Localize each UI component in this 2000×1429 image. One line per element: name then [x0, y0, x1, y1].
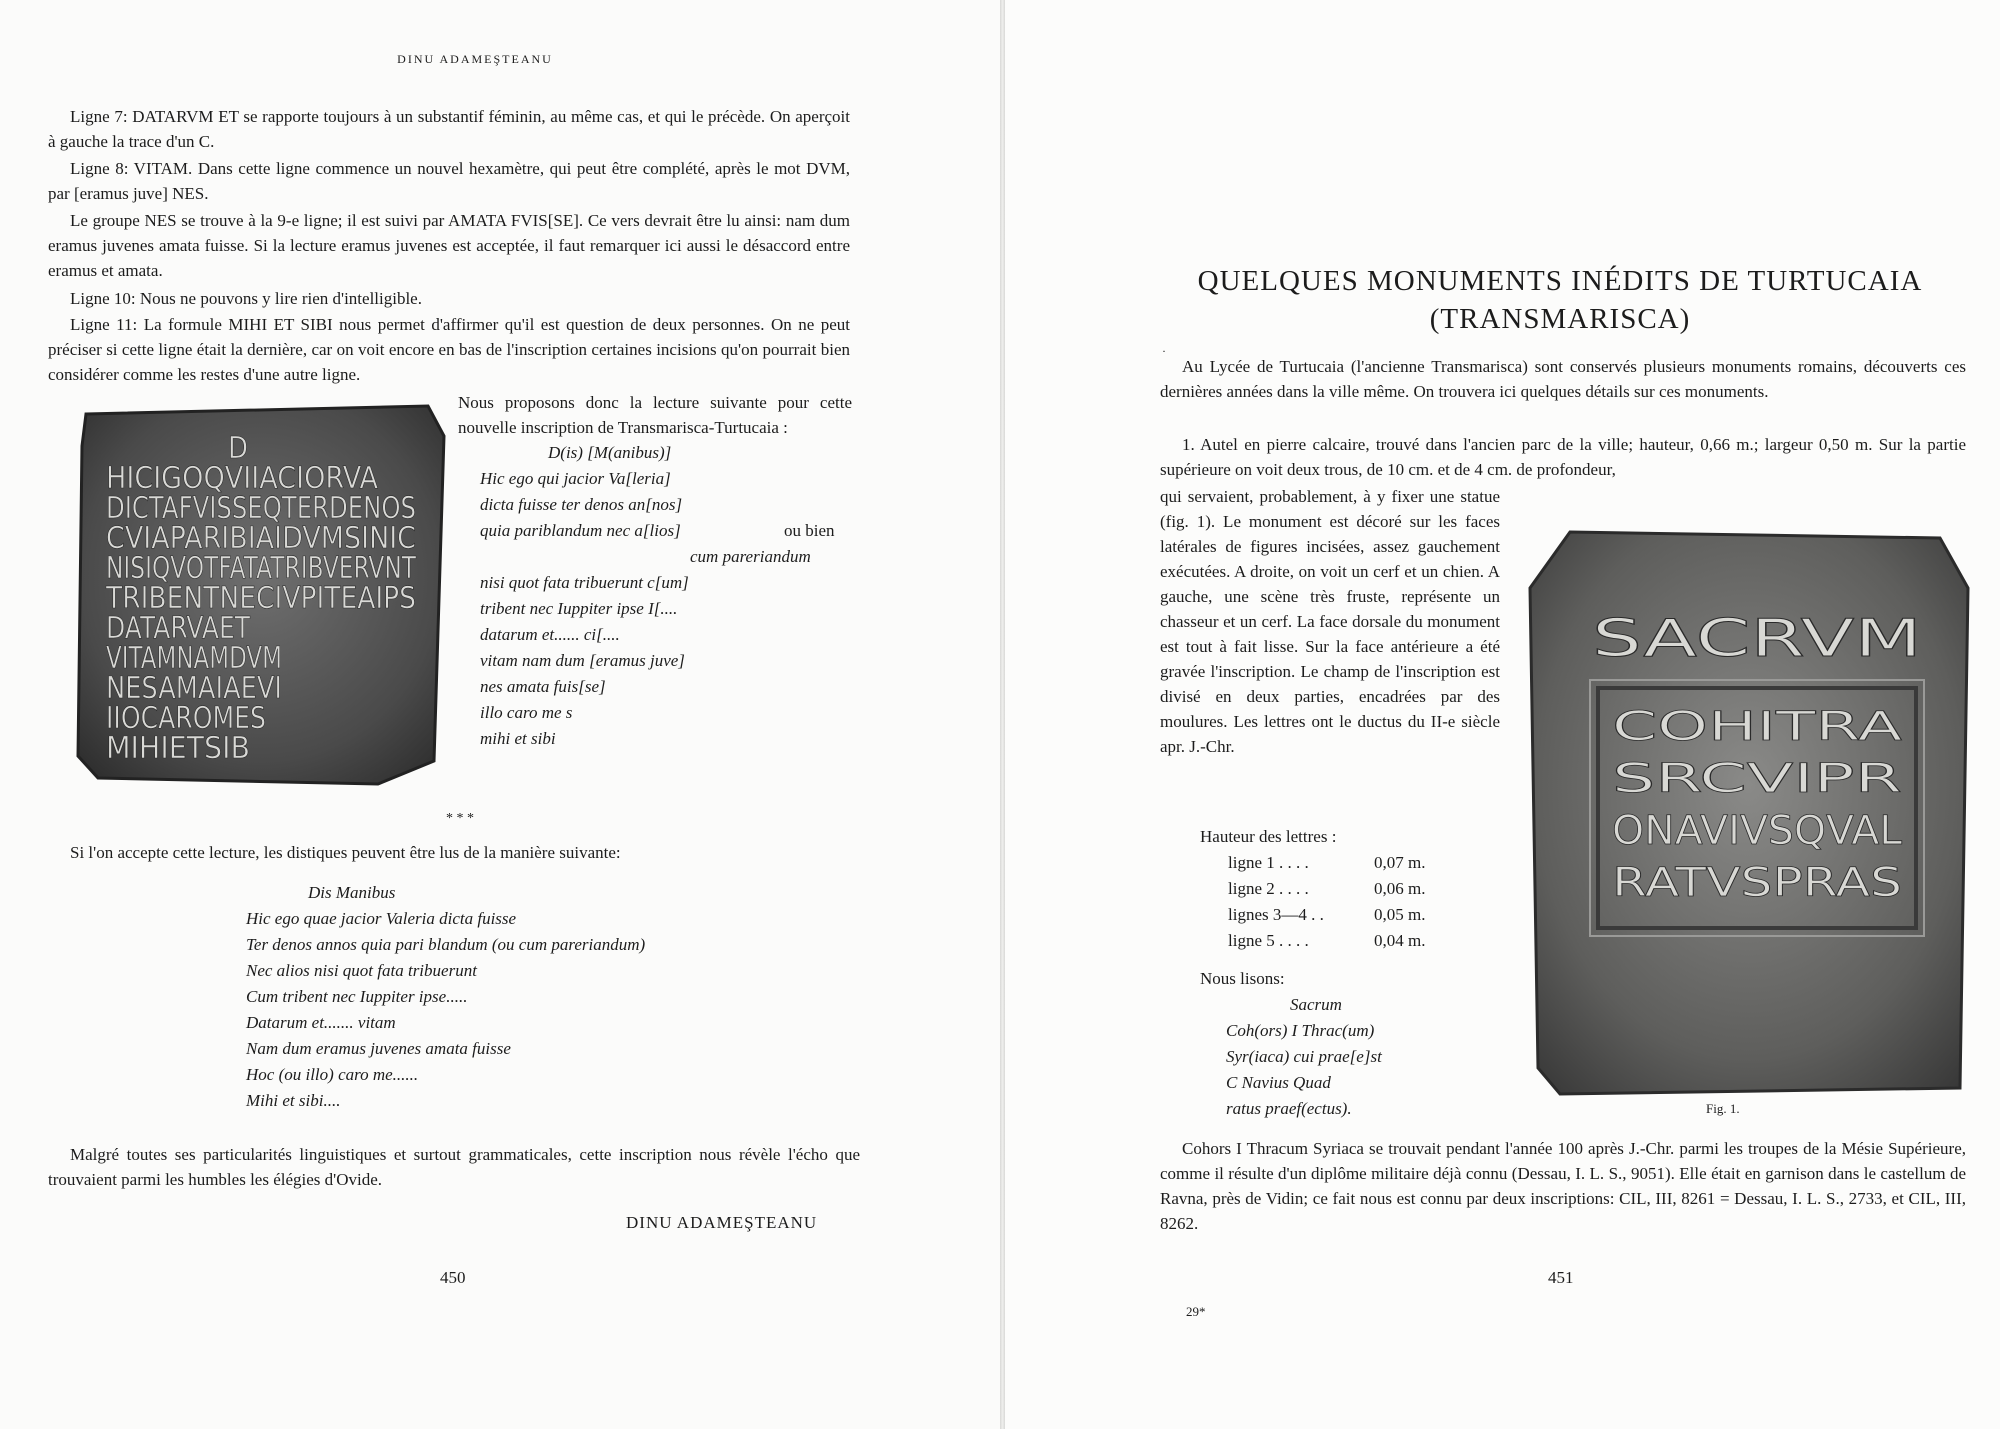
- distich-line: Datarum et....... vitam: [246, 1013, 396, 1032]
- stone-inscription-line: TRIBENTNECIVPITEAIPS: [105, 581, 417, 616]
- stone-inscription-line: RATVSPRAS: [1612, 860, 1902, 906]
- reading-line: vitam nam dum [eramus juve]: [480, 651, 685, 670]
- conclusion-paragraph: Malgré toutes ses particularités linguistiques et surtout grammaticales, cette inscription nous révèle l'écho que trouvaient parmi les humbles les élégies d'Ovide.: [48, 1145, 860, 1189]
- signature-mark: 29*: [1186, 1304, 1206, 1319]
- reading-line: Hic ego qui jacior Va[leria]: [480, 469, 671, 488]
- reading-line: datarum et...... ci[....: [480, 625, 620, 644]
- paragraph-ligne-10: Ligne 10: Nous ne pouvons y lire rien d'intelligible.: [70, 289, 422, 308]
- letter-height-value: 0,06 m.: [1374, 879, 1426, 898]
- stone-inscription-line: DATARVAET: [106, 611, 251, 646]
- reading-line: ratus praef(ectus).: [1226, 1099, 1352, 1118]
- running-head: DINU ADAMEŞTEANU: [397, 52, 553, 66]
- reading-line: C Navius Quad: [1226, 1073, 1331, 1092]
- reading-line: tribent nec Iuppiter ipse I[....: [480, 599, 678, 618]
- print-mark: ·: [1162, 344, 1166, 358]
- reading-line: D(is) [M(anibus)]: [548, 443, 672, 462]
- article-title: [1160, 262, 1960, 338]
- stone-inscription-line: VITAMNAMDVM: [106, 641, 282, 676]
- letter-height-label: lignes 3—4 . .: [1228, 905, 1324, 924]
- stone-inscription-line: IIOCAROMES: [106, 701, 266, 736]
- reading-line: mihi et sibi: [480, 729, 556, 748]
- distich-heading: Dis Manibus: [308, 883, 396, 902]
- distich-line: Hoc (ou illo) caro me......: [246, 1065, 419, 1084]
- reading-line: nisi quot fata tribuerunt c[um]: [480, 573, 689, 592]
- distich-line: Nec alios nisi quot fata tribuerunt: [246, 961, 477, 980]
- paragraph-ligne-8: Ligne 8: VITAM. Dans cette ligne commence un nouvel hexamètre, qui peut être complété, après le mot DVM, par [eramus juve] NES.: [48, 159, 850, 203]
- reading-ou-bien: ou bien: [784, 521, 835, 540]
- stone-inscription-top: SACRVM: [1592, 609, 1922, 669]
- reading-heading: Nous lisons:: [1200, 969, 1285, 988]
- reading-line: Syr(iaca) cui prae[e]st: [1226, 1047, 1382, 1066]
- paragraph-ligne-11: Ligne 11: La formule MIHI ET SIBI nous permet d'affirmer qu'il est question de deux personnes. On ne peut préciser si cette ligne était la dernière, car on voit encore en bas de l'inscription certaines incisions qu'on pourrait bien considérer comme les restes d'une autre ligne.: [48, 315, 850, 384]
- page-number-right: 451: [1548, 1268, 1574, 1287]
- letter-heights-heading: Hauteur des lettres :: [1200, 827, 1337, 846]
- page-number-left: 450: [440, 1268, 466, 1287]
- letter-height-value: 0,04 m.: [1374, 931, 1426, 950]
- stone-inscription-line: ONAVIVSQVAL: [1612, 808, 1903, 854]
- closing-paragraph-text: Cohors I Thracum Syriaca se trouvait pendant l'année 100 après J.-Chr. parmi les troupes de la Mésie Supérieure, comme il résulte d'un diplôme militaire déjà connu (Dessau, I. L. S., 9051). Elle était en garnison dans le castellum de Ravna, près de Vidin; ce fait nous est connu par deux inscriptions: CIL, III, 8261 = Dessau, I. L. S., 2733, et CIL, III, 8262.: [1160, 1139, 1966, 1233]
- stone-inscription-line: DICTAFVISSEQTERDENOS: [106, 491, 416, 526]
- reading-line: cum pareriandum: [690, 547, 811, 566]
- item-1-description-continued: qui servaient, probablement, à y fixer une statue (fig. 1). Le monument est décoré sur les faces latérales de figures incisées, assez gauchement exécutées. A droite, on voit un cerf et un chien. A gauche, une scène très fruste, représente un chasseur et un cerf. La face dorsale du monument est tout à fait lisse. Sur la face antérieure a été gravée l'inscription. Le champ de l'inscription est divisé en deux parties, encadrées par des moulures. Les lettres ont le ductus du II-e siècle apr. J.-Chr.: [1160, 487, 1500, 756]
- figure-caption: Fig. 1.: [1706, 1101, 1740, 1116]
- reading-line: dicta fuisse ter denos an[nos]: [480, 495, 683, 514]
- reading-line: Sacrum: [1290, 995, 1342, 1014]
- closing-paragraph: [1160, 1136, 1966, 1236]
- reading-line: illo caro me s: [480, 703, 573, 722]
- author-signature: DINU ADAMEŞTEANU: [626, 1213, 818, 1232]
- stone-photo-left: [78, 406, 444, 784]
- paragraph-nes: Le groupe NES se trouve à la 9-e ligne; il est suivi par AMATA FVIS[SE]. Ce vers devrait être lu ainsi: nam dum eramus juvenes amata fuisse. Si la lecture eramus juvenes est acceptée, il faut remarquer ici aussi le désaccord entre eramus et amata.: [48, 211, 850, 280]
- stone-inscription-line: NESAMAIAEVI: [106, 671, 282, 706]
- distich-line: Cum tribent nec Iuppiter ipse.....: [246, 987, 468, 1006]
- article-intro: Au Lycée de Turtucaia (l'ancienne Transmarisca) sont conservés plusieurs monuments romains, découverts ces dernières années dans la ville même. On trouvera ici quelques détails sur ces monuments.: [1160, 357, 1966, 401]
- article-title-line-2: (TRANSMARISCA): [1429, 303, 1691, 335]
- letter-height-label: ligne 2 . . . .: [1228, 879, 1309, 898]
- distich-intro: Si l'on accepte cette lecture, les distiques peuvent être lus de la manière suivante:: [70, 843, 621, 862]
- distich-line: Ter denos annos quia pari blandum (ou cum pareriandum): [246, 935, 646, 954]
- stone-inscription-line: SRCVIPR: [1612, 756, 1902, 802]
- stone-inscription-line: COHITRA: [1612, 704, 1904, 750]
- reading-line: quia pariblandum nec a[lios]: [480, 521, 681, 540]
- proposal-intro: Nous proposons donc la lecture suivante pour cette nouvelle inscription de Transmarisca-Turtucaia :: [458, 393, 852, 437]
- letter-height-value: 0,07 m.: [1374, 853, 1426, 872]
- letter-height-label: ligne 1 . . . .: [1228, 853, 1309, 872]
- reading-line: nes amata fuis[se]: [480, 677, 606, 696]
- section-separator: * * *: [446, 811, 474, 826]
- stone-inscription-line: CVIAPARIBIAIDVMSINIC: [106, 521, 416, 556]
- letter-height-value: 0,05 m.: [1374, 905, 1426, 924]
- distich-line: Mihi et sibi....: [246, 1091, 341, 1110]
- article-title-line-1: QUELQUES MONUMENTS INÉDITS DE TURTUCAIA: [1197, 265, 1923, 297]
- stone-inscription-line: D: [228, 431, 248, 466]
- letter-height-label: ligne 5 . . . .: [1228, 931, 1309, 950]
- distich-line: Hic ego quae jacior Valeria dicta fuisse: [246, 909, 517, 928]
- paragraph-ligne-7: Ligne 7: DATARVM ET se rapporte toujours à un substantif féminin, au même cas, et qui le précède. On aperçoit à gauche la trace d'un C.: [48, 107, 850, 151]
- reading-line: Coh(ors) I Thrac(um): [1226, 1021, 1375, 1040]
- stone-photo-right: [1530, 528, 1968, 1096]
- item-1-description: 1. Autel en pierre calcaire, trouvé dans l'ancien parc de la ville; hauteur, 0,66 m.; largeur 0,50 m. Sur la partie supérieure on voit deux trous, de 10 cm. et de 4 cm. de profondeur,: [1160, 435, 1966, 479]
- stone-inscription-line: NISIQVOTFATATRIBVERVNT: [106, 551, 417, 586]
- stone-inscription-line: HICIGOQVIIACIORVA: [106, 461, 379, 496]
- distich-line: Nam dum eramus juvenes amata fuisse: [246, 1039, 511, 1058]
- stone-inscription-line: MIHIETSIB: [106, 731, 250, 766]
